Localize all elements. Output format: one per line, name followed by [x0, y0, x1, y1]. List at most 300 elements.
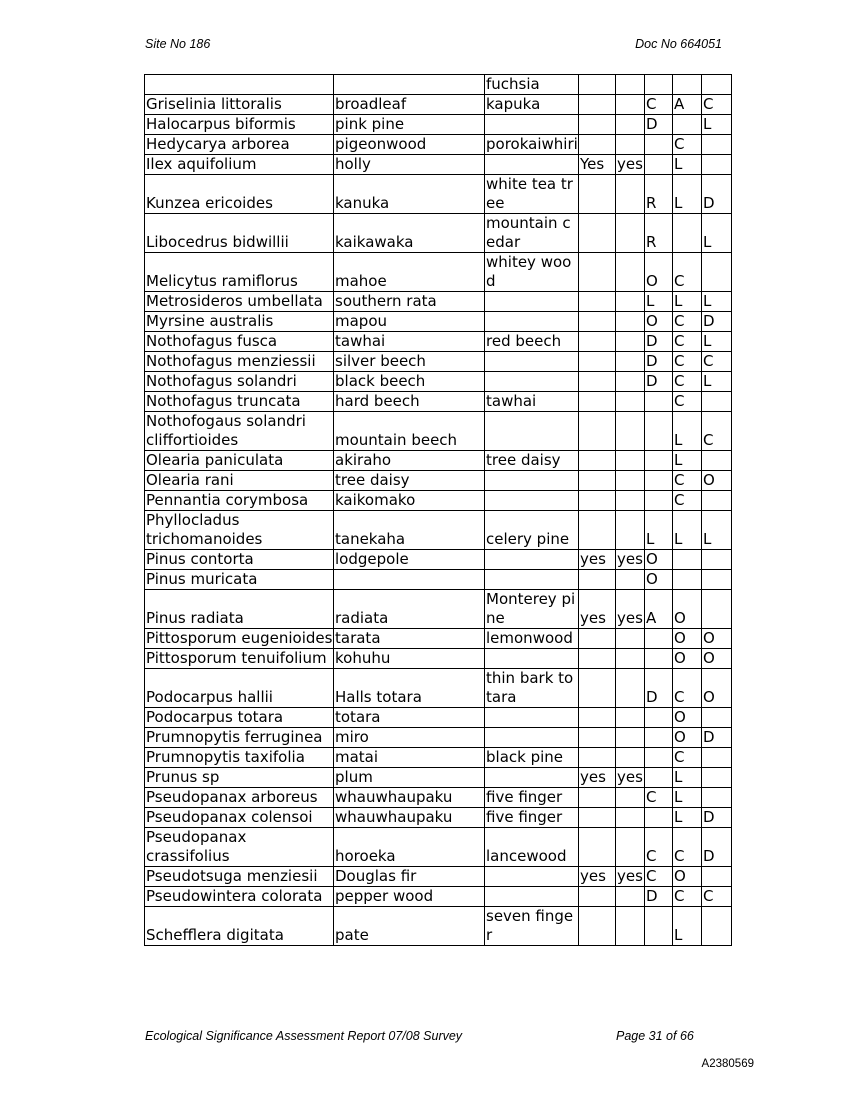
cell-col-4: [579, 451, 616, 471]
cell-col-6: R: [645, 175, 673, 214]
table-row: [145, 292, 732, 312]
cell-common-name: hard beech: [334, 392, 485, 412]
cell-col-5: [616, 570, 645, 590]
cell-other-name: whitey wood: [485, 253, 579, 292]
table-row: [145, 768, 732, 788]
cell-common-name: pate: [334, 907, 485, 946]
cell-scientific-name: Schefflera digitata: [145, 907, 334, 946]
cell-other-name: [485, 550, 579, 570]
cell-common-name: mapou: [334, 312, 485, 332]
cell-col-7: C: [673, 332, 702, 352]
cell-col-8: [702, 253, 732, 292]
cell-col-5: yes: [616, 590, 645, 629]
cell-col-8: D: [702, 728, 732, 748]
cell-other-name: mountain cedar: [485, 214, 579, 253]
species-table: [144, 74, 732, 946]
cell-col-4: [579, 788, 616, 808]
cell-col-6: D: [645, 115, 673, 135]
cell-col-8: D: [702, 828, 732, 867]
cell-col-6: D: [645, 332, 673, 352]
cell-col-5: [616, 214, 645, 253]
table-row: [145, 175, 732, 214]
cell-col-7: L: [673, 768, 702, 788]
cell-scientific-name: Pseudopanax crassifolius: [145, 828, 334, 867]
cell-col-4: [579, 511, 616, 550]
cell-scientific-name: Pittosporum eugenioides: [146, 629, 333, 647]
cell-common-name: matai: [334, 748, 485, 768]
cell-scientific-name: Pinus radiata: [145, 590, 334, 629]
cell-col-6: [645, 75, 673, 95]
table-row: [145, 372, 732, 392]
cell-col-4: [579, 352, 616, 372]
cell-other-name: [485, 570, 579, 590]
cell-common-name: Halls totara: [334, 669, 485, 708]
cell-scientific-name: Pittosporum tenuifolium: [145, 649, 334, 669]
cell-col-4: [579, 907, 616, 946]
cell-col-7: O: [673, 867, 702, 887]
cell-col-5: [616, 828, 645, 867]
cell-scientific-name: Olearia paniculata: [145, 451, 334, 471]
cell-col-8: D: [702, 175, 732, 214]
cell-col-7: L: [673, 788, 702, 808]
cell-col-5: [616, 253, 645, 292]
cell-col-7: L: [673, 907, 702, 946]
cell-scientific-name: Olearia rani: [145, 471, 334, 491]
cell-col-8: [702, 748, 732, 768]
cell-col-4: [579, 412, 616, 451]
cell-other-name: [485, 412, 579, 451]
cell-col-5: yes: [617, 768, 643, 786]
cell-scientific-name: Pinus contorta: [145, 550, 334, 570]
cell-col-6: [645, 748, 673, 768]
cell-col-7: C: [673, 471, 702, 491]
cell-col-4: [579, 629, 616, 649]
cell-col-5: [616, 669, 645, 708]
cell-col-8: [702, 135, 732, 155]
table-row: [145, 95, 732, 115]
cell-col-4: [579, 728, 616, 748]
cell-col-4: [579, 95, 616, 115]
cell-col-8: D: [702, 808, 732, 828]
cell-col-7: C: [673, 491, 702, 511]
cell-col-4: [579, 253, 616, 292]
cell-col-4: yes: [579, 590, 616, 629]
cell-col-8: [702, 708, 732, 728]
cell-col-5: [616, 451, 645, 471]
cell-common-name: mountain beech: [334, 412, 485, 451]
cell-col-7: C: [673, 135, 702, 155]
cell-other-name: kapuka: [485, 95, 579, 115]
cell-common-name: kanuka: [334, 175, 485, 214]
cell-col-8: [702, 392, 732, 412]
cell-other-name: [485, 649, 579, 669]
cell-col-8: [702, 550, 732, 570]
cell-other-name: [485, 352, 579, 372]
cell-col-4: Yes: [579, 155, 616, 175]
table-row: [145, 728, 732, 748]
cell-col-6: [645, 471, 673, 491]
table-row: [145, 491, 732, 511]
cell-col-8: [702, 907, 732, 946]
cell-common-name: miro: [334, 728, 485, 748]
table-row: [145, 214, 732, 253]
cell-other-name: five finger: [485, 788, 579, 808]
cell-col-7: [673, 570, 702, 590]
cell-col-4: [579, 175, 616, 214]
cell-common-name: silver beech: [334, 352, 485, 372]
cell-col-4: [579, 649, 616, 669]
cell-col-7: [673, 214, 702, 253]
cell-common-name: broadleaf: [334, 95, 485, 115]
table-row: [145, 471, 732, 491]
cell-col-5: [616, 312, 645, 332]
table-row: [145, 332, 732, 352]
cell-col-4: [579, 808, 616, 828]
cell-col-7: L: [673, 155, 702, 175]
cell-common-name: totara: [334, 708, 485, 728]
cell-col-6: O: [645, 550, 673, 570]
cell-col-7: L: [673, 292, 702, 312]
cell-col-7: L: [673, 412, 702, 451]
cell-col-6: [645, 155, 673, 175]
cell-other-name: [485, 768, 579, 788]
cell-other-name: porokaiwhiri: [486, 135, 578, 153]
cell-common-name: [334, 75, 485, 95]
table-row: [145, 570, 732, 590]
table-row: [145, 828, 732, 867]
cell-col-6: [645, 808, 673, 828]
cell-other-name: [485, 491, 579, 511]
cell-scientific-name: Hedycarya arborea: [145, 135, 334, 155]
cell-col-4: [579, 292, 616, 312]
cell-col-7: O: [673, 728, 702, 748]
cell-col-7: C: [673, 828, 702, 867]
cell-col-5: [616, 629, 645, 649]
cell-col-8: [702, 451, 732, 471]
cell-col-6: D: [645, 372, 673, 392]
cell-scientific-name: Prunus sp: [145, 768, 334, 788]
cell-col-6: [645, 135, 673, 155]
cell-other-name: [485, 115, 579, 135]
cell-col-4: [579, 332, 616, 352]
table-row: [145, 155, 732, 175]
cell-common-name: radiata: [334, 590, 485, 629]
cell-common-name: horoeka: [334, 828, 485, 867]
cell-col-7: A: [673, 95, 702, 115]
cell-scientific-name: Pseudopanax colensoi: [145, 808, 334, 828]
cell-col-4: [579, 828, 616, 867]
table-row: [145, 75, 732, 95]
cell-col-4: [579, 708, 616, 728]
cell-col-7: L: [673, 511, 702, 550]
cell-col-8: L: [702, 292, 732, 312]
cell-col-8: C: [702, 95, 732, 115]
cell-col-6: C: [645, 95, 673, 115]
cell-other-name: [485, 312, 579, 332]
cell-col-5: [616, 332, 645, 352]
cell-col-8: [702, 768, 732, 788]
cell-scientific-name: Prumnopytis ferruginea: [145, 728, 334, 748]
table-row: [145, 451, 732, 471]
cell-scientific-name: Griselinia littoralis: [145, 95, 334, 115]
cell-col-6: A: [645, 590, 673, 629]
cell-common-name: tanekaha: [334, 511, 485, 550]
cell-col-8: L: [702, 332, 732, 352]
cell-col-6: D: [645, 352, 673, 372]
table-row: [145, 669, 732, 708]
table-row: [145, 412, 732, 451]
cell-col-6: O: [645, 312, 673, 332]
cell-common-name: kaikawaka: [334, 214, 485, 253]
table-row: [145, 550, 732, 570]
cell-common-name: black beech: [334, 372, 485, 392]
cell-col-7: C: [673, 748, 702, 768]
cell-common-name: [334, 570, 485, 590]
cell-col-5: [616, 887, 645, 907]
document-id: A2380569: [701, 1058, 754, 1070]
cell-col-7: O: [673, 629, 702, 649]
cell-col-5: [616, 649, 645, 669]
cell-col-6: D: [645, 669, 673, 708]
header-doc-number: Doc No 664051: [635, 37, 722, 51]
cell-col-7: [673, 115, 702, 135]
cell-scientific-name: Podocarpus totara: [145, 708, 334, 728]
table-row: [145, 253, 732, 292]
cell-col-8: L: [702, 372, 732, 392]
cell-col-7: C: [673, 669, 702, 708]
cell-scientific-name: Pseudopanax arboreus: [145, 788, 334, 808]
cell-col-8: [702, 75, 732, 95]
table-row: [145, 708, 732, 728]
cell-scientific-name: Podocarpus hallii: [145, 669, 334, 708]
cell-scientific-name: Pseudotsuga menziesii: [145, 867, 334, 887]
cell-col-5: [616, 907, 645, 946]
cell-col-5: [616, 175, 645, 214]
cell-col-4: [579, 491, 616, 511]
cell-col-7: C: [673, 312, 702, 332]
cell-common-name: mahoe: [334, 253, 485, 292]
cell-col-7: C: [673, 253, 702, 292]
cell-other-name: seven finger: [485, 907, 579, 946]
cell-scientific-name: Kunzea ericoides: [145, 175, 334, 214]
cell-scientific-name: Pennantia corymbosa: [145, 491, 334, 511]
cell-col-5: [616, 135, 645, 155]
cell-scientific-name: Nothofagus truncata: [145, 392, 334, 412]
cell-scientific-name: Nothofagus solandri: [145, 372, 334, 392]
cell-col-5: yes: [617, 550, 643, 568]
cell-col-4: yes: [579, 550, 616, 570]
table-row: [145, 511, 732, 550]
cell-other-name: tree daisy: [485, 451, 579, 471]
table-row: [145, 590, 732, 629]
cell-col-4: [579, 312, 616, 332]
cell-col-8: O: [702, 629, 732, 649]
cell-col-5: [616, 392, 645, 412]
cell-other-name: fuchsia: [485, 75, 579, 95]
cell-common-name: pepper wood: [334, 887, 485, 907]
cell-col-4: [579, 75, 616, 95]
cell-col-6: [645, 728, 673, 748]
cell-col-4: [579, 748, 616, 768]
cell-col-8: C: [702, 352, 732, 372]
table-row: [145, 788, 732, 808]
cell-other-name: [485, 155, 579, 175]
cell-col-6: C: [645, 828, 673, 867]
cell-col-8: [702, 788, 732, 808]
cell-scientific-name: Myrsine australis: [145, 312, 334, 332]
cell-col-5: [616, 372, 645, 392]
cell-common-name: akiraho: [334, 451, 485, 471]
cell-common-name: southern rata: [334, 292, 485, 312]
cell-col-8: O: [702, 471, 732, 491]
cell-col-7: L: [673, 175, 702, 214]
cell-col-8: L: [702, 214, 732, 253]
cell-common-name: tree daisy: [334, 471, 485, 491]
cell-col-8: L: [702, 511, 732, 550]
cell-col-4: [579, 214, 616, 253]
cell-col-7: O: [673, 708, 702, 728]
cell-other-name: [485, 292, 579, 312]
table-row: [145, 748, 732, 768]
cell-col-6: O: [645, 253, 673, 292]
cell-other-name: five finger: [485, 808, 579, 828]
cell-col-7: [673, 75, 702, 95]
cell-common-name: whauwhaupaku: [334, 788, 485, 808]
cell-other-name: thin bark totara: [485, 669, 579, 708]
cell-common-name: kohuhu: [334, 649, 485, 669]
cell-col-6: R: [645, 214, 673, 253]
cell-scientific-name: Halocarpus biformis: [145, 115, 334, 135]
cell-scientific-name: [145, 75, 334, 95]
cell-col-7: O: [673, 649, 702, 669]
cell-other-name: tawhai: [485, 392, 579, 412]
cell-other-name: lemonwood: [485, 629, 579, 649]
cell-scientific-name: Nothofagus fusca: [145, 332, 334, 352]
cell-col-7: L: [673, 808, 702, 828]
cell-col-4: yes: [579, 867, 616, 887]
cell-scientific-name: Nothofogaus solandri cliffortioides: [145, 412, 334, 451]
cell-other-name: [485, 867, 579, 887]
cell-col-4: [579, 135, 616, 155]
cell-col-8: C: [702, 412, 732, 451]
cell-common-name: whauwhaupaku: [334, 808, 485, 828]
cell-col-8: [702, 570, 732, 590]
table-row: [145, 808, 732, 828]
cell-col-8: [702, 491, 732, 511]
cell-col-6: C: [645, 788, 673, 808]
cell-col-4: [579, 115, 616, 135]
cell-col-6: [645, 768, 673, 788]
cell-col-5: [616, 352, 645, 372]
cell-common-name: pink pine: [334, 115, 485, 135]
cell-col-4: [579, 471, 616, 491]
table-row: [145, 352, 732, 372]
cell-col-8: [702, 155, 732, 175]
cell-col-6: [645, 412, 673, 451]
footer-page-number: Page 31 of 66: [616, 1029, 694, 1043]
cell-col-5: [616, 292, 645, 312]
cell-col-8: [702, 590, 732, 629]
cell-col-4: [579, 887, 616, 907]
cell-col-6: [645, 649, 673, 669]
cell-col-7: C: [673, 372, 702, 392]
table-row: [145, 135, 732, 155]
cell-col-6: C: [645, 867, 673, 887]
cell-col-7: C: [673, 352, 702, 372]
table-row: [145, 629, 732, 649]
cell-common-name: lodgepole: [334, 550, 485, 570]
cell-col-5: [616, 95, 645, 115]
cell-col-4: [579, 669, 616, 708]
cell-scientific-name: Pinus muricata: [145, 570, 334, 590]
cell-common-name: Douglas fir: [334, 867, 485, 887]
cell-scientific-name: Metrosideros umbellata: [145, 292, 334, 312]
cell-scientific-name: Ilex aquifolium: [145, 155, 334, 175]
table-row: [145, 392, 732, 412]
cell-common-name: plum: [334, 768, 485, 788]
cell-col-8: O: [702, 669, 732, 708]
cell-col-8: [702, 867, 732, 887]
table-row: [145, 867, 732, 887]
cell-col-6: [645, 451, 673, 471]
cell-col-7: O: [673, 590, 702, 629]
species-table-body: [145, 75, 732, 946]
cell-col-6: [645, 708, 673, 728]
cell-other-name: [485, 708, 579, 728]
table-row: [145, 887, 732, 907]
cell-col-4: [579, 372, 616, 392]
table-row: [145, 649, 732, 669]
cell-other-name: white tea tree: [485, 175, 579, 214]
cell-col-6: [645, 491, 673, 511]
cell-col-8: O: [702, 649, 732, 669]
cell-common-name: tarata: [334, 629, 485, 649]
cell-other-name: lancewood: [485, 828, 579, 867]
cell-col-6: L: [645, 511, 673, 550]
cell-col-4: yes: [579, 768, 616, 788]
cell-col-6: D: [645, 887, 673, 907]
cell-col-5: [616, 728, 645, 748]
cell-other-name: [485, 471, 579, 491]
cell-scientific-name: Pseudowintera colorata: [145, 887, 334, 907]
cell-common-name: kaikomako: [334, 491, 485, 511]
cell-col-6: L: [645, 292, 673, 312]
cell-col-5: [616, 808, 645, 828]
cell-col-7: C: [673, 887, 702, 907]
cell-common-name: tawhai: [334, 332, 485, 352]
table-row: [145, 312, 732, 332]
footer-report-title: Ecological Significance Assessment Report 07/08 Survey: [145, 1029, 463, 1043]
cell-other-name: [485, 887, 579, 907]
cell-common-name: pigeonwood: [334, 135, 485, 155]
cell-col-6: [645, 629, 673, 649]
cell-col-6: [645, 392, 673, 412]
cell-col-8: C: [702, 887, 732, 907]
cell-other-name: [485, 728, 579, 748]
cell-col-5: [616, 75, 645, 95]
cell-col-7: [673, 550, 702, 570]
cell-col-8: L: [702, 115, 732, 135]
cell-col-4: [579, 392, 616, 412]
cell-col-5: [616, 511, 645, 550]
header-site-number: Site No 186: [145, 37, 211, 51]
cell-col-5: yes: [617, 155, 643, 173]
cell-col-5: [616, 471, 645, 491]
cell-col-5: yes: [617, 867, 643, 885]
cell-col-5: [616, 788, 645, 808]
cell-col-7: C: [673, 392, 702, 412]
cell-other-name: Monterey pine: [485, 590, 579, 629]
